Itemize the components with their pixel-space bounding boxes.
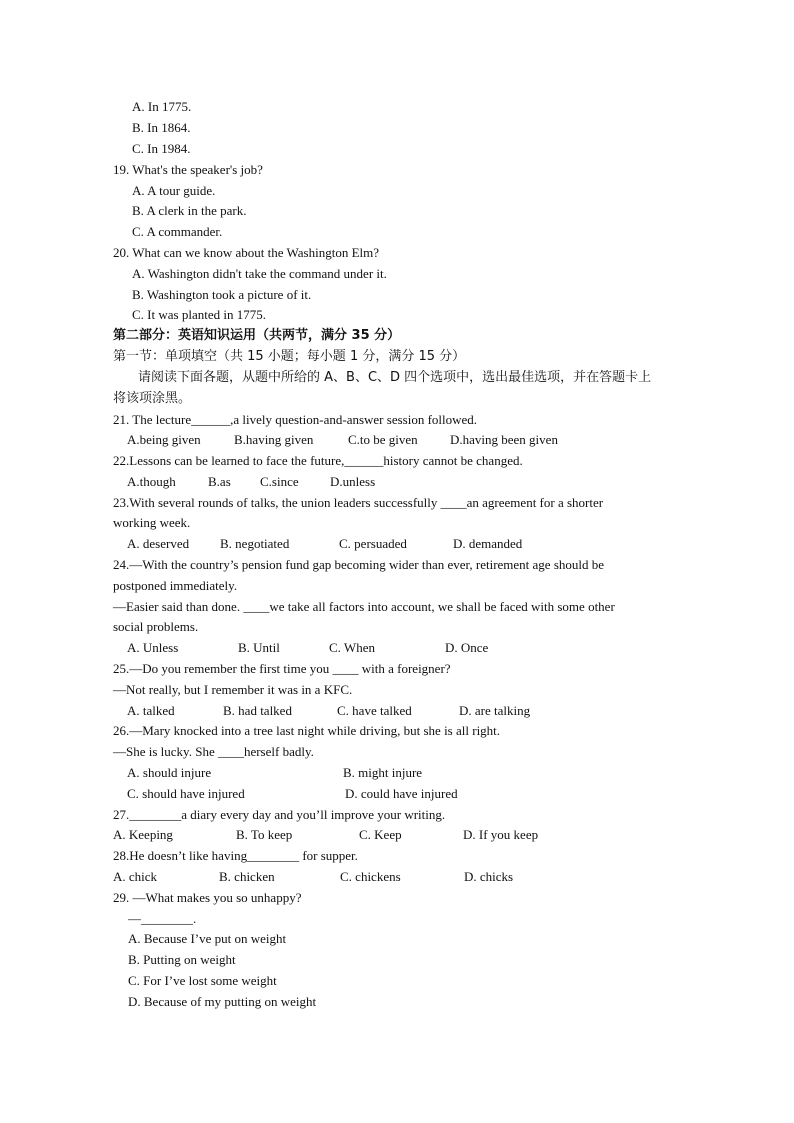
- q21-stem: 21. The lecture______,a lively question-and-answer session followed.: [113, 412, 478, 427]
- q28-option-c: C. chickens: [340, 869, 401, 884]
- q25-option-d: D. are talking: [459, 703, 531, 718]
- q22-option-b: B.as: [208, 474, 231, 489]
- q24-reply-line1: —Easier said than done. ____we take all factors into account, we shall be faced with some other: [113, 599, 615, 614]
- q22-stem: 22.Lessons can be learned to face the future,______history cannot be changed.: [113, 453, 523, 468]
- q27-option-a: A. Keeping: [113, 827, 173, 842]
- q24-reply-line2: social problems.: [113, 619, 199, 634]
- q27-stem: 27.________a diary every day and you’ll improve your writing.: [113, 807, 446, 822]
- q22-option-d: D.unless: [330, 474, 376, 489]
- q18-option-b: B. In 1864.: [132, 120, 191, 135]
- q21-option-d: D.having been given: [450, 432, 558, 447]
- q20-option-b: B. Washington took a picture of it.: [132, 287, 312, 302]
- q28-stem: 28.He doesn’t like having________ for supper.: [113, 848, 358, 863]
- q28-option-d: D. chicks: [464, 869, 514, 884]
- q19-option-c: C. A commander.: [132, 224, 223, 239]
- q24-option-c: C. When: [329, 640, 375, 655]
- q23-option-c: C. persuaded: [339, 536, 407, 551]
- q28-option-b: B. chicken: [219, 869, 275, 884]
- q20-stem: 20. What can we know about the Washington Elm?: [113, 245, 379, 260]
- q24-option-d: D. Once: [445, 640, 489, 655]
- q26-option-b: B. might injure: [343, 765, 423, 780]
- q19-stem: 19. What's the speaker's job?: [113, 162, 263, 177]
- q26-reply: —She is lucky. She ____herself badly.: [113, 744, 314, 759]
- q26-stem: 26.—Mary knocked into a tree last night while driving, but she is all right.: [113, 723, 501, 738]
- q21-option-c: C.to be given: [348, 432, 418, 447]
- q23-option-b: B. negotiated: [220, 536, 290, 551]
- q23-stem-line1: 23.With several rounds of talks, the union leaders successfully ____an agreement for a shorter: [113, 495, 604, 510]
- q23-option-a: A. deserved: [127, 536, 190, 551]
- q25-option-b: B. had talked: [223, 703, 292, 718]
- part2-title: 第二部分：英语知识运用（共两节，满分 35 分）: [113, 328, 401, 343]
- q21-option-a: A.being given: [127, 432, 201, 447]
- q22-option-a: A.though: [127, 474, 176, 489]
- q29-stem: 29. —What makes you so unhappy?: [113, 890, 302, 905]
- q26-option-d: D. could have injured: [345, 786, 458, 801]
- q26-option-a: A. should injure: [127, 765, 212, 780]
- instruction-line1: 请阅读下面各题，从题中所给的 A、B、C、D 四个选项中，选出最佳选项，并在答题卡上: [138, 370, 652, 385]
- q24-stem-line2: postponed immediately.: [113, 578, 238, 593]
- q25-stem: 25.—Do you remember the first time you ____ with a foreigner?: [113, 661, 451, 676]
- q22-option-c: C.since: [260, 474, 299, 489]
- q18-option-a: A. In 1775.: [132, 99, 192, 114]
- q28-option-a: A. chick: [113, 869, 158, 884]
- q25-reply: —Not really, but I remember it was in a KFC.: [113, 682, 353, 697]
- q29-option-c: C. For I’ve lost some weight: [128, 973, 277, 988]
- q23-stem-line2: working week.: [113, 515, 191, 530]
- q18-option-c: C. In 1984.: [132, 141, 191, 156]
- instruction-line2: 将该项涂黑。: [113, 391, 192, 406]
- q19-option-a: A. A tour guide.: [132, 183, 216, 198]
- q27-option-b: B. To keep: [236, 827, 293, 842]
- section1-title: 第一节：单项填空（共 15 小题；每小题 1 分，满分 15 分）: [113, 349, 466, 364]
- q19-option-b: B. A clerk in the park.: [132, 203, 247, 218]
- q27-option-c: C. Keep: [359, 827, 402, 842]
- q25-option-a: A. talked: [127, 703, 175, 718]
- q25-option-c: C. have talked: [337, 703, 412, 718]
- q29-option-b: B. Putting on weight: [128, 952, 236, 967]
- q24-option-b: B. Until: [238, 640, 280, 655]
- q27-option-d: D. If you keep: [463, 827, 539, 842]
- q29-reply: —________.: [128, 911, 197, 926]
- q20-option-a: A. Washington didn't take the command under it.: [132, 266, 387, 281]
- q21-option-b: B.having given: [234, 432, 314, 447]
- q20-option-c: C. It was planted in 1775.: [132, 307, 266, 322]
- q24-option-a: A. Unless: [127, 640, 179, 655]
- q24-stem-line1: 24.—With the country’s pension fund gap becoming wider than ever, retirement age should be: [113, 557, 605, 572]
- q29-option-d: D. Because of my putting on weight: [128, 994, 317, 1009]
- q26-option-c: C. should have injured: [127, 786, 245, 801]
- q23-option-d: D. demanded: [453, 536, 523, 551]
- q29-option-a: A. Because I’ve put on weight: [128, 931, 287, 946]
